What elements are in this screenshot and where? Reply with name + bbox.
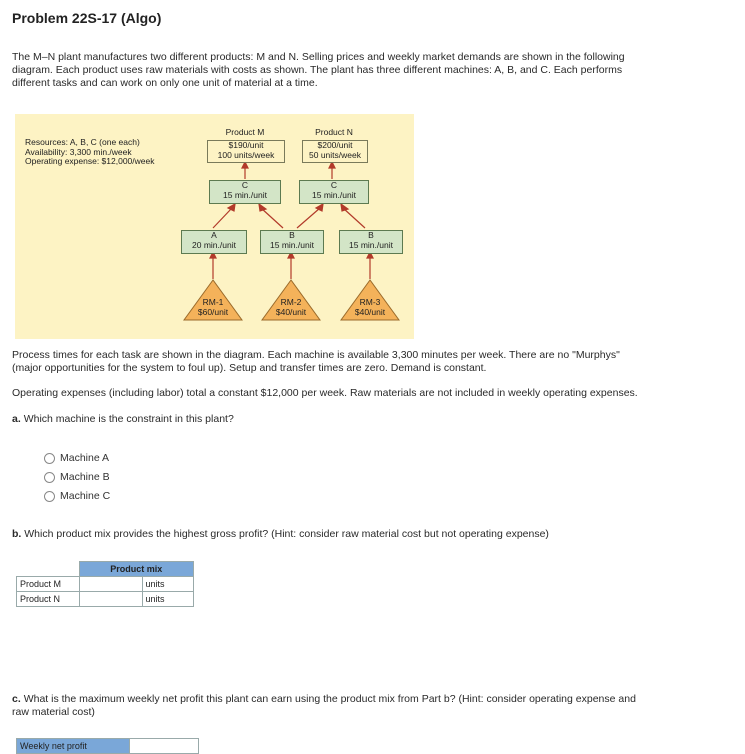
question-a-label: a. xyxy=(12,413,21,425)
radio-icon[interactable] xyxy=(44,472,55,483)
option-label: Machine B xyxy=(60,471,110,483)
resources-line: Operating expense: $12,000/week xyxy=(25,156,155,166)
option-machine-c[interactable] xyxy=(44,490,110,502)
machine-c-product-n xyxy=(299,180,369,204)
arrow xyxy=(261,208,283,228)
arrow-head xyxy=(228,204,235,211)
intro-line: different tasks and can work on only one unit of material at a time. xyxy=(12,77,318,89)
machine-letter: A xyxy=(211,230,217,240)
product-m-name: Product M xyxy=(225,127,265,137)
unit-label: units xyxy=(142,577,194,592)
machine-c-product-m xyxy=(209,180,281,204)
question-c-label: c. xyxy=(12,693,21,705)
product-m-price: $190/unit xyxy=(228,140,264,150)
question-b-text: Which product mix provides the highest gross profit? (Hint: consider raw material cost but not operating expense) xyxy=(24,528,549,540)
rm-3-label xyxy=(346,298,394,317)
opex-text: Operating expenses (including labor) total a constant $12,000 per week. Raw materials are not included in weekly operating expenses. xyxy=(12,387,638,399)
arrow-head xyxy=(341,204,348,211)
process-line: Process times for each task are shown in the diagram. Each machine is available 3,300 minutes per week. There are no "Murphys" xyxy=(12,349,620,361)
blank-cell xyxy=(17,562,80,577)
machine-time: 15 min./unit xyxy=(270,239,314,250)
product-n-demand: 50 units/week xyxy=(309,149,361,160)
machine-letter: B xyxy=(289,230,295,240)
product-m-demand: 100 units/week xyxy=(217,149,275,160)
machine-b-mid xyxy=(260,230,324,254)
question-b xyxy=(12,528,549,541)
rm-cost: $60/unit xyxy=(197,306,229,317)
product-m-input[interactable] xyxy=(79,577,142,592)
rm-cost: $40/unit xyxy=(354,306,386,317)
machine-letter: C xyxy=(330,180,338,190)
question-a xyxy=(12,413,234,426)
product-mix-table xyxy=(16,561,194,607)
product-n-price: $200/unit xyxy=(317,140,353,150)
arrow xyxy=(343,208,365,228)
question-c-line: raw material cost) xyxy=(12,706,95,718)
machine-a xyxy=(181,230,247,254)
arrow-head xyxy=(259,204,266,211)
unit-label: units xyxy=(142,592,194,607)
rm-name: RM-2 xyxy=(280,297,302,307)
table-row xyxy=(17,592,194,607)
process-diagram xyxy=(15,114,414,339)
problem-title: Problem 22S-17 (Algo) xyxy=(12,10,162,26)
product-n-box xyxy=(302,140,368,163)
option-machine-b[interactable] xyxy=(44,471,110,483)
resources-line: Availability: 3,300 min./week xyxy=(25,146,132,157)
question-b-label: b. xyxy=(12,528,22,540)
rm-1-label xyxy=(189,298,237,317)
rm-name: RM-3 xyxy=(359,297,381,307)
rm-cost: $40/unit xyxy=(275,306,307,317)
resources-line: Resources: A, B, C (one each) xyxy=(25,137,140,147)
product-n-input[interactable] xyxy=(79,592,142,607)
table-row xyxy=(17,577,194,592)
option-machine-a[interactable] xyxy=(44,452,109,464)
row-label: Product N xyxy=(17,592,80,607)
question-c-line: What is the maximum weekly net profit this plant can earn using the product mix from Part b? (Hint: consider operating expense and xyxy=(23,693,636,705)
radio-icon[interactable] xyxy=(44,491,55,502)
machine-time: 15 min./unit xyxy=(349,239,393,250)
machine-letter: B xyxy=(368,230,374,240)
question-c xyxy=(12,693,636,719)
question-a-text: Which machine is the constraint in this plant? xyxy=(23,413,234,425)
row-label: Product M xyxy=(17,577,80,592)
product-m-box xyxy=(207,140,285,163)
option-label: Machine C xyxy=(60,490,111,502)
machine-time: 15 min./unit xyxy=(223,189,267,200)
net-profit-label: Weekly net profit xyxy=(17,739,130,754)
radio-icon[interactable] xyxy=(44,453,55,464)
product-mix-header: Product mix xyxy=(79,562,194,577)
machine-letter: C xyxy=(241,180,249,190)
arrow xyxy=(213,208,232,228)
intro-line: The M–N plant manufactures two different products: M and N. Selling prices and weekly market demands are shown in the following xyxy=(12,51,625,63)
arrow xyxy=(297,208,320,228)
intro-text xyxy=(12,51,625,90)
product-n-name: Product N xyxy=(315,127,353,137)
machine-time: 20 min./unit xyxy=(192,239,236,250)
net-profit-input[interactable] xyxy=(130,739,199,754)
process-text xyxy=(12,349,620,375)
rm-name: RM-1 xyxy=(202,297,224,307)
process-line: (major opportunities for the system to foul up). Setup and transfer times are zero. Demand is constant. xyxy=(12,362,487,374)
option-label: Machine A xyxy=(60,452,110,464)
resources-info xyxy=(25,138,154,167)
rm-2-label xyxy=(267,298,315,317)
machine-b-right xyxy=(339,230,403,254)
intro-line: diagram. Each product uses raw materials with costs as shown. The plant has three different machines: A, B, and C. Each performs xyxy=(12,64,623,76)
machine-time: 15 min./unit xyxy=(312,189,356,200)
